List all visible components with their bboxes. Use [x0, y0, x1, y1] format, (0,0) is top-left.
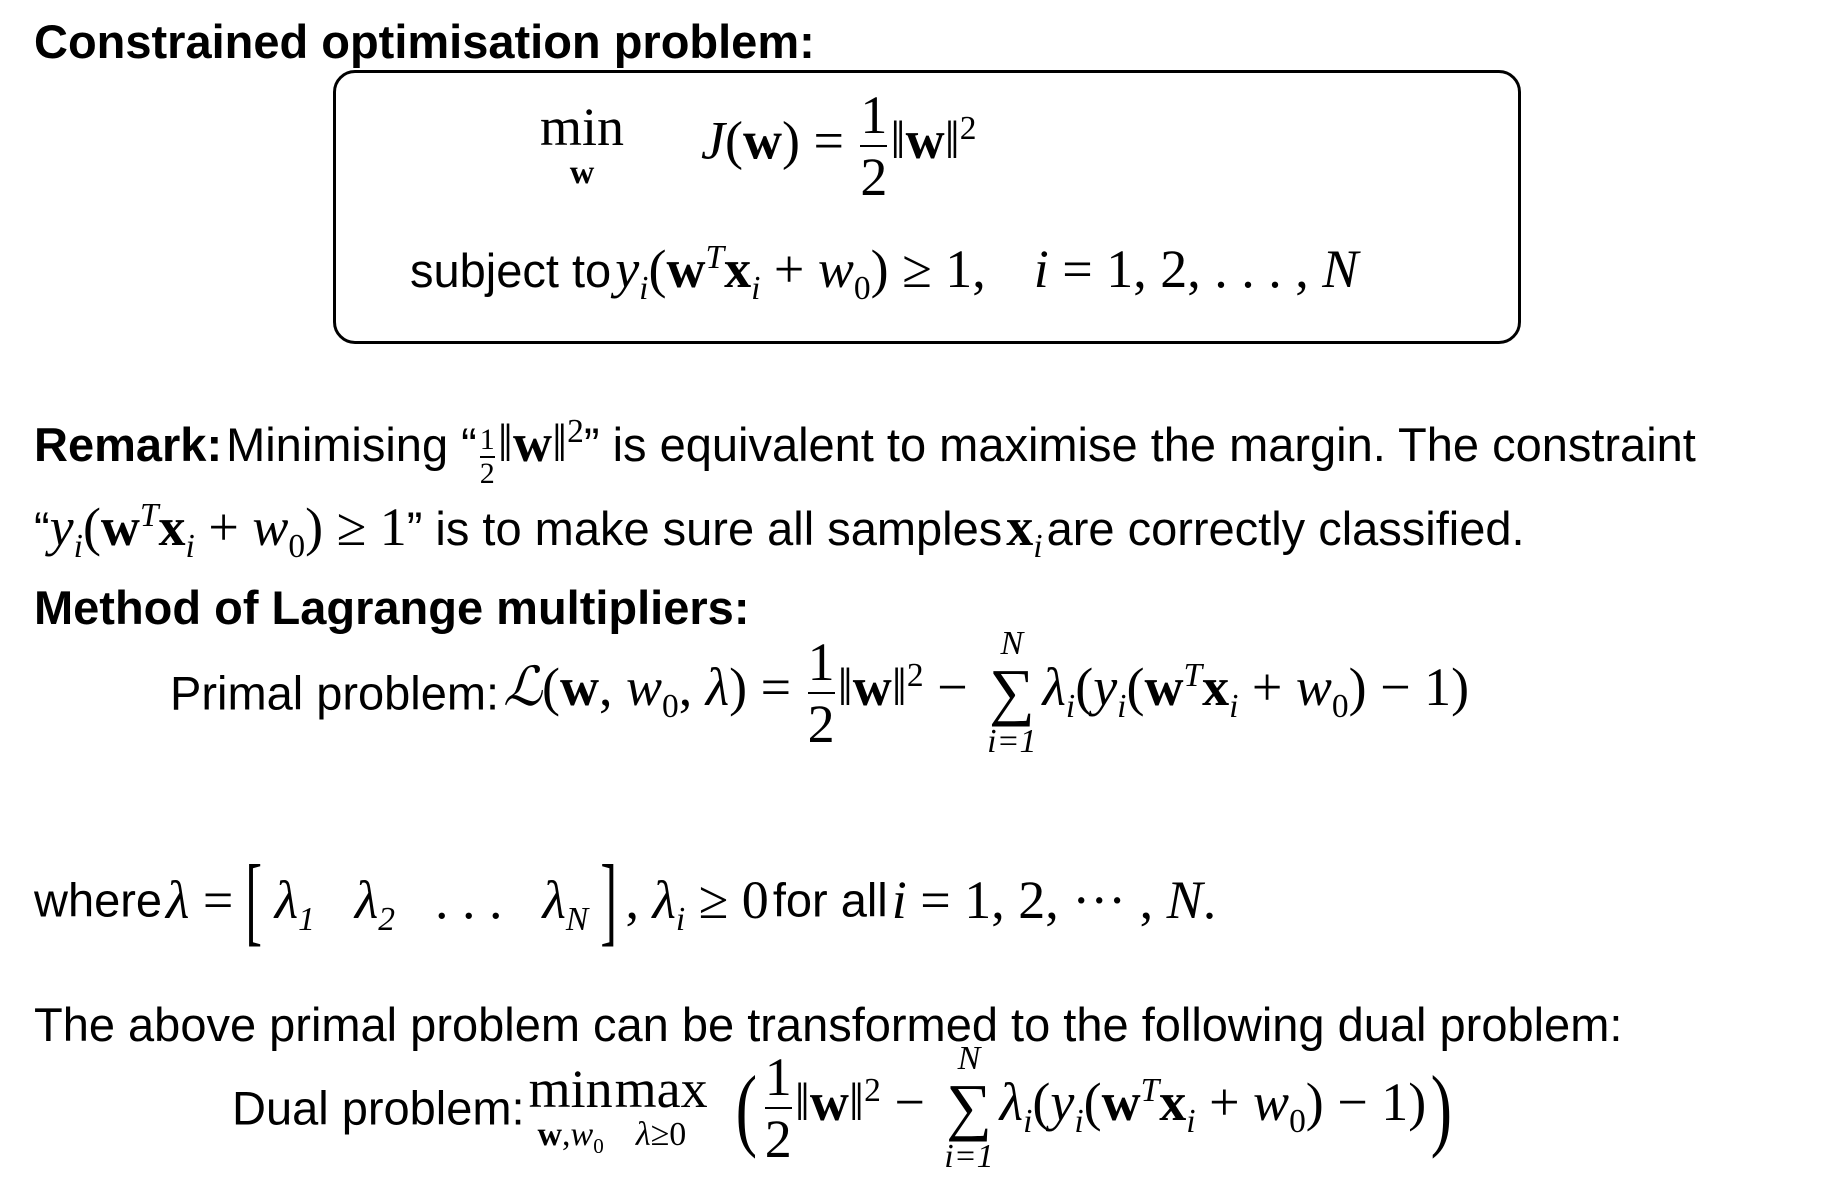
lagrangian-expression: ℒ(w, $w_0$, λ) = $\frac{1}{2}$ ‖w‖$^2$ − N ∑ i=1 $\lambda_i(y_i(w^Tx_i + w_0) - 1)$ — [503, 625, 1470, 761]
constraint-line: subject to $y_i(w^Tx_i + w_0) \ge 1$, i = 1, 2, . . . , N — [410, 239, 1359, 307]
objective-line: min w J(w) = $\frac{1}{2}$ ‖w‖$^2$ — [540, 85, 977, 207]
remark-line-2: “$y_i(w^Tx_i + w_0) \ge 1$” is to make sure all samples $x_i$ are correctly classified. — [34, 497, 1525, 565]
dual-expression: min $w,w_0$ max λ≥0 ( $\frac{1}{2}$ ‖w‖$^2$ − N ∑ i=1 $\lambda_i(y_i(w^Tx_i + w_0) - 1)$) — [528, 1040, 1453, 1176]
primal-line: Primal problem: ℒ(w, $w_0$, λ) = $\frac{1}{2}$ ‖w‖$^2$ − N ∑ i=1 $\lambda_i(y_i(w^Tx_i + w_0) - 1)$ — [170, 625, 1470, 761]
summation-operator: N ∑ i=1 — [987, 625, 1037, 761]
section-heading-lagrange: Method of Lagrange multipliers: — [34, 581, 750, 634]
remark-line-1: Remark: Minimising “ $\frac{1}{2}$ ‖w‖$^2$” is equivalent to maximise the margin. The constraint — [34, 413, 1696, 491]
dual-line: Dual problem: min $w,w_0$ max λ≥0 ( $\frac{1}{2}$ ‖w‖$^2$ − N ∑ i=1 $\lambda_i(y_i(w^Tx_i + w_0) - 1)$) — [232, 1040, 1457, 1176]
transform-sentence: The above primal problem can be transformed to the following dual problem: — [34, 998, 1623, 1051]
section-heading-constrained: Constrained optimisation problem: — [34, 15, 815, 68]
remark-half: $\frac{1}{2}$ — [479, 423, 495, 491]
constraint-expression: $y_i(w^Tx_i + w_0) \ge 1$, — [615, 239, 986, 307]
index-range: i = 1, 2, . . . , N — [1033, 239, 1359, 299]
lambda-definition: where λ = [ $\lambda_1$ $\lambda_2$ . . . $\lambda_N$ ] , $\lambda_i \ge 0$ for all i = 1, 2, ··· , N. — [34, 844, 1217, 955]
objective-expression: J(w) — [701, 110, 800, 171]
lambda-vector: $\lambda_1$ $\lambda_2$ . . . $\lambda_N$ — [274, 870, 589, 938]
min-operator: min w — [540, 97, 625, 192]
half-fraction: $\frac{1}{2}$ — [860, 85, 888, 207]
norm-w: ‖w‖$^2$ — [890, 110, 977, 171]
